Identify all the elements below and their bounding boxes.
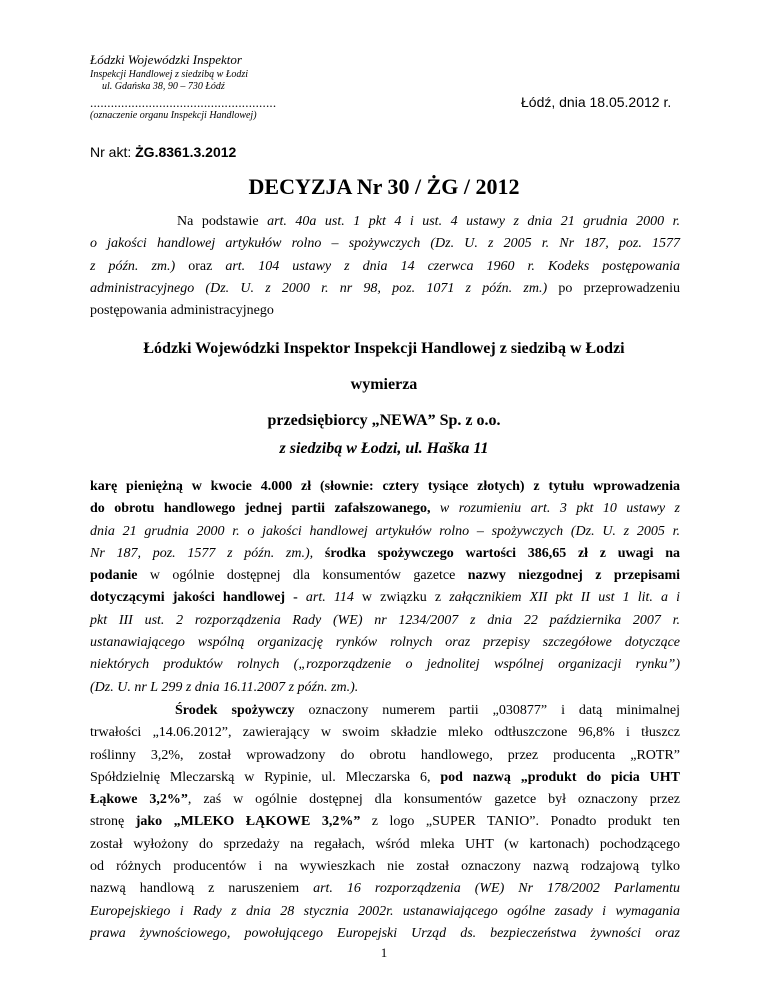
intro-line: Na podstawie art. 40a ust. 1 pkt 4 i ust. 4 ustawy z dnia 21 grudnia 2000 r.: [177, 214, 681, 229]
case-number: ŻG.8361.3.2012: [135, 144, 237, 160]
org-caption: (oznaczenie organu Inspekcji Handlowej): [90, 110, 257, 121]
place-date: Łódź, dnia 18.05.2012 r.: [521, 94, 672, 110]
org-seat: Inspekcji Handlowej z siedzibą w Łodzi: [90, 69, 249, 80]
penalty-line: (Dz. U. nr L 299 z dnia 16.11.2007 z późn. zm.).: [90, 679, 359, 695]
org-name: Łódzki Wojewódzki Inspektor: [90, 52, 242, 67]
reasoning-paragraph: [90, 700, 680, 945]
penalty-line: podanie w ogólnie dostępnej dla konsumentów gazetce nazwy niezgodnej z przepisami: [90, 568, 680, 584]
company-name: przedsiębiorcy „NEWA” Sp. z o.o.: [267, 412, 501, 429]
penalty-line: Nr 187, poz. 1577 z późn. zm.), środka spożywczego wartości 386,65 zł z uwagi na: [90, 545, 680, 561]
org-address: ul. Gdańska 38, 90 – 730 Łódź: [102, 81, 225, 92]
penalty-line: ustanawiającego wspólną organizację rynków rolnych oraz przepisy szczegółowe dotyczące: [90, 635, 680, 651]
reasoning-line: został wyłożony do sprzedaży na regałach, wśród mleka UHT (w kartonach) pochodzącego: [90, 836, 680, 852]
intro-paragraph: [90, 211, 680, 322]
reasoning-line: roślinny 3,2%, został wprowadzony do obrotu handlowego, przez producenta „ROTR”: [90, 747, 680, 763]
reasoning-line: od różnych producentów i na wywieszkach nie został oznaczony nazwą rodzajową tylko: [90, 859, 680, 875]
company-seat: z siedzibą w Łodzi, ul. Haška 11: [279, 440, 489, 457]
imposes-word: wymierza: [350, 376, 418, 393]
intro-line: administracyjnego (Dz. U. z 2000 r. nr 98, poz. 1071 z późn. zm.) po przeprowadzeniu: [90, 280, 680, 296]
reasoning-line: stronę jako „MLEKO ŁĄKOWE 3,2%” z logo „SUPER TANIO”. Ponadto produkt ten: [90, 814, 680, 830]
reasoning-line: Łąkowe 3,2%”, zaś w ogólnie dostępnej dla konsumentów gazetce był oznaczony przez: [90, 792, 680, 808]
penalty-line: dnia 21 grudnia 2000 r. o jakości handlowej artykułów rolno – spożywczych (Dz. U. z 2005 r.: [90, 523, 680, 539]
reasoning-line: Spółdzielnię Mleczarską w Rypinie, ul. Mleczarska 6, pod nazwą „produkt do picia UHT: [90, 769, 680, 785]
reasoning-line: prawa żywnościowego, powołującego Europejski Urząd ds. bezpieczeństwa żywności oraz: [90, 925, 680, 941]
penalty-line: niektórych produktów rolnych („rozporządzenie o jednolitej wspólnej organizacji rynku”): [90, 657, 680, 673]
reasoning-line: Europejskiego i Rady z dnia 28 stycznia 2002r. ustanawiającego ogólne zasady i wymagania: [90, 903, 680, 919]
authority: Łódzki Wojewódzki Inspektor Inspekcji Handlowej z siedzibą w Łodzi: [143, 340, 625, 357]
penalty-line: karę pieniężną w kwocie 4.000 zł (słownie: cztery tysiące złotych) z tytułu wprowadzenia: [90, 479, 680, 494]
reasoning-line: nazwą handlową z naruszeniem art. 16 rozporządzenia (WE) Nr 178/2002 Parlamentu: [90, 881, 680, 897]
intro-line: postępowania administracyjnego: [90, 303, 274, 319]
penalty-line: dotyczącymi jakości handlowej - art. 114 w związku z załącznikiem XII pkt II ust 1 lit. a i: [90, 590, 680, 606]
page-number: 1: [380, 945, 388, 960]
intro-line: z późn. zm.) oraz art. 104 ustawy z dnia 14 czerwca 1960 r. Kodeks postępowania: [90, 258, 680, 274]
penalty-line: pkt III ust. 2 rozporządzenia Rady (WE) nr 1234/2007 z dnia 22 października 2007 r.: [90, 612, 680, 628]
intro-line: o jakości handlowej artykułów rolno – spożywczych (Dz. U. z 2005 r. Nr 187, poz. 1577: [90, 236, 680, 252]
case-number-line: [90, 144, 236, 160]
case-label: Nr akt:: [90, 144, 136, 160]
penalty-line: do obrotu handlowego jednej partii zafałszowanego, w rozumieniu art. 3 pkt 10 ustawy z: [90, 501, 681, 517]
reasoning-line: Środek spożywczy oznaczony numerem partii „030877” i datą minimalnej: [175, 703, 680, 718]
penalty-paragraph: [90, 476, 680, 699]
decision-title: DECYZJA Nr 30 / ŻG / 2012: [248, 174, 520, 199]
signature-dots: ......................................................: [90, 95, 277, 110]
reasoning-line: trwałości „14.06.2012”, zawierający w swoim składzie mleko odtłuszczone 96,8% i tłuszcz: [90, 725, 680, 741]
